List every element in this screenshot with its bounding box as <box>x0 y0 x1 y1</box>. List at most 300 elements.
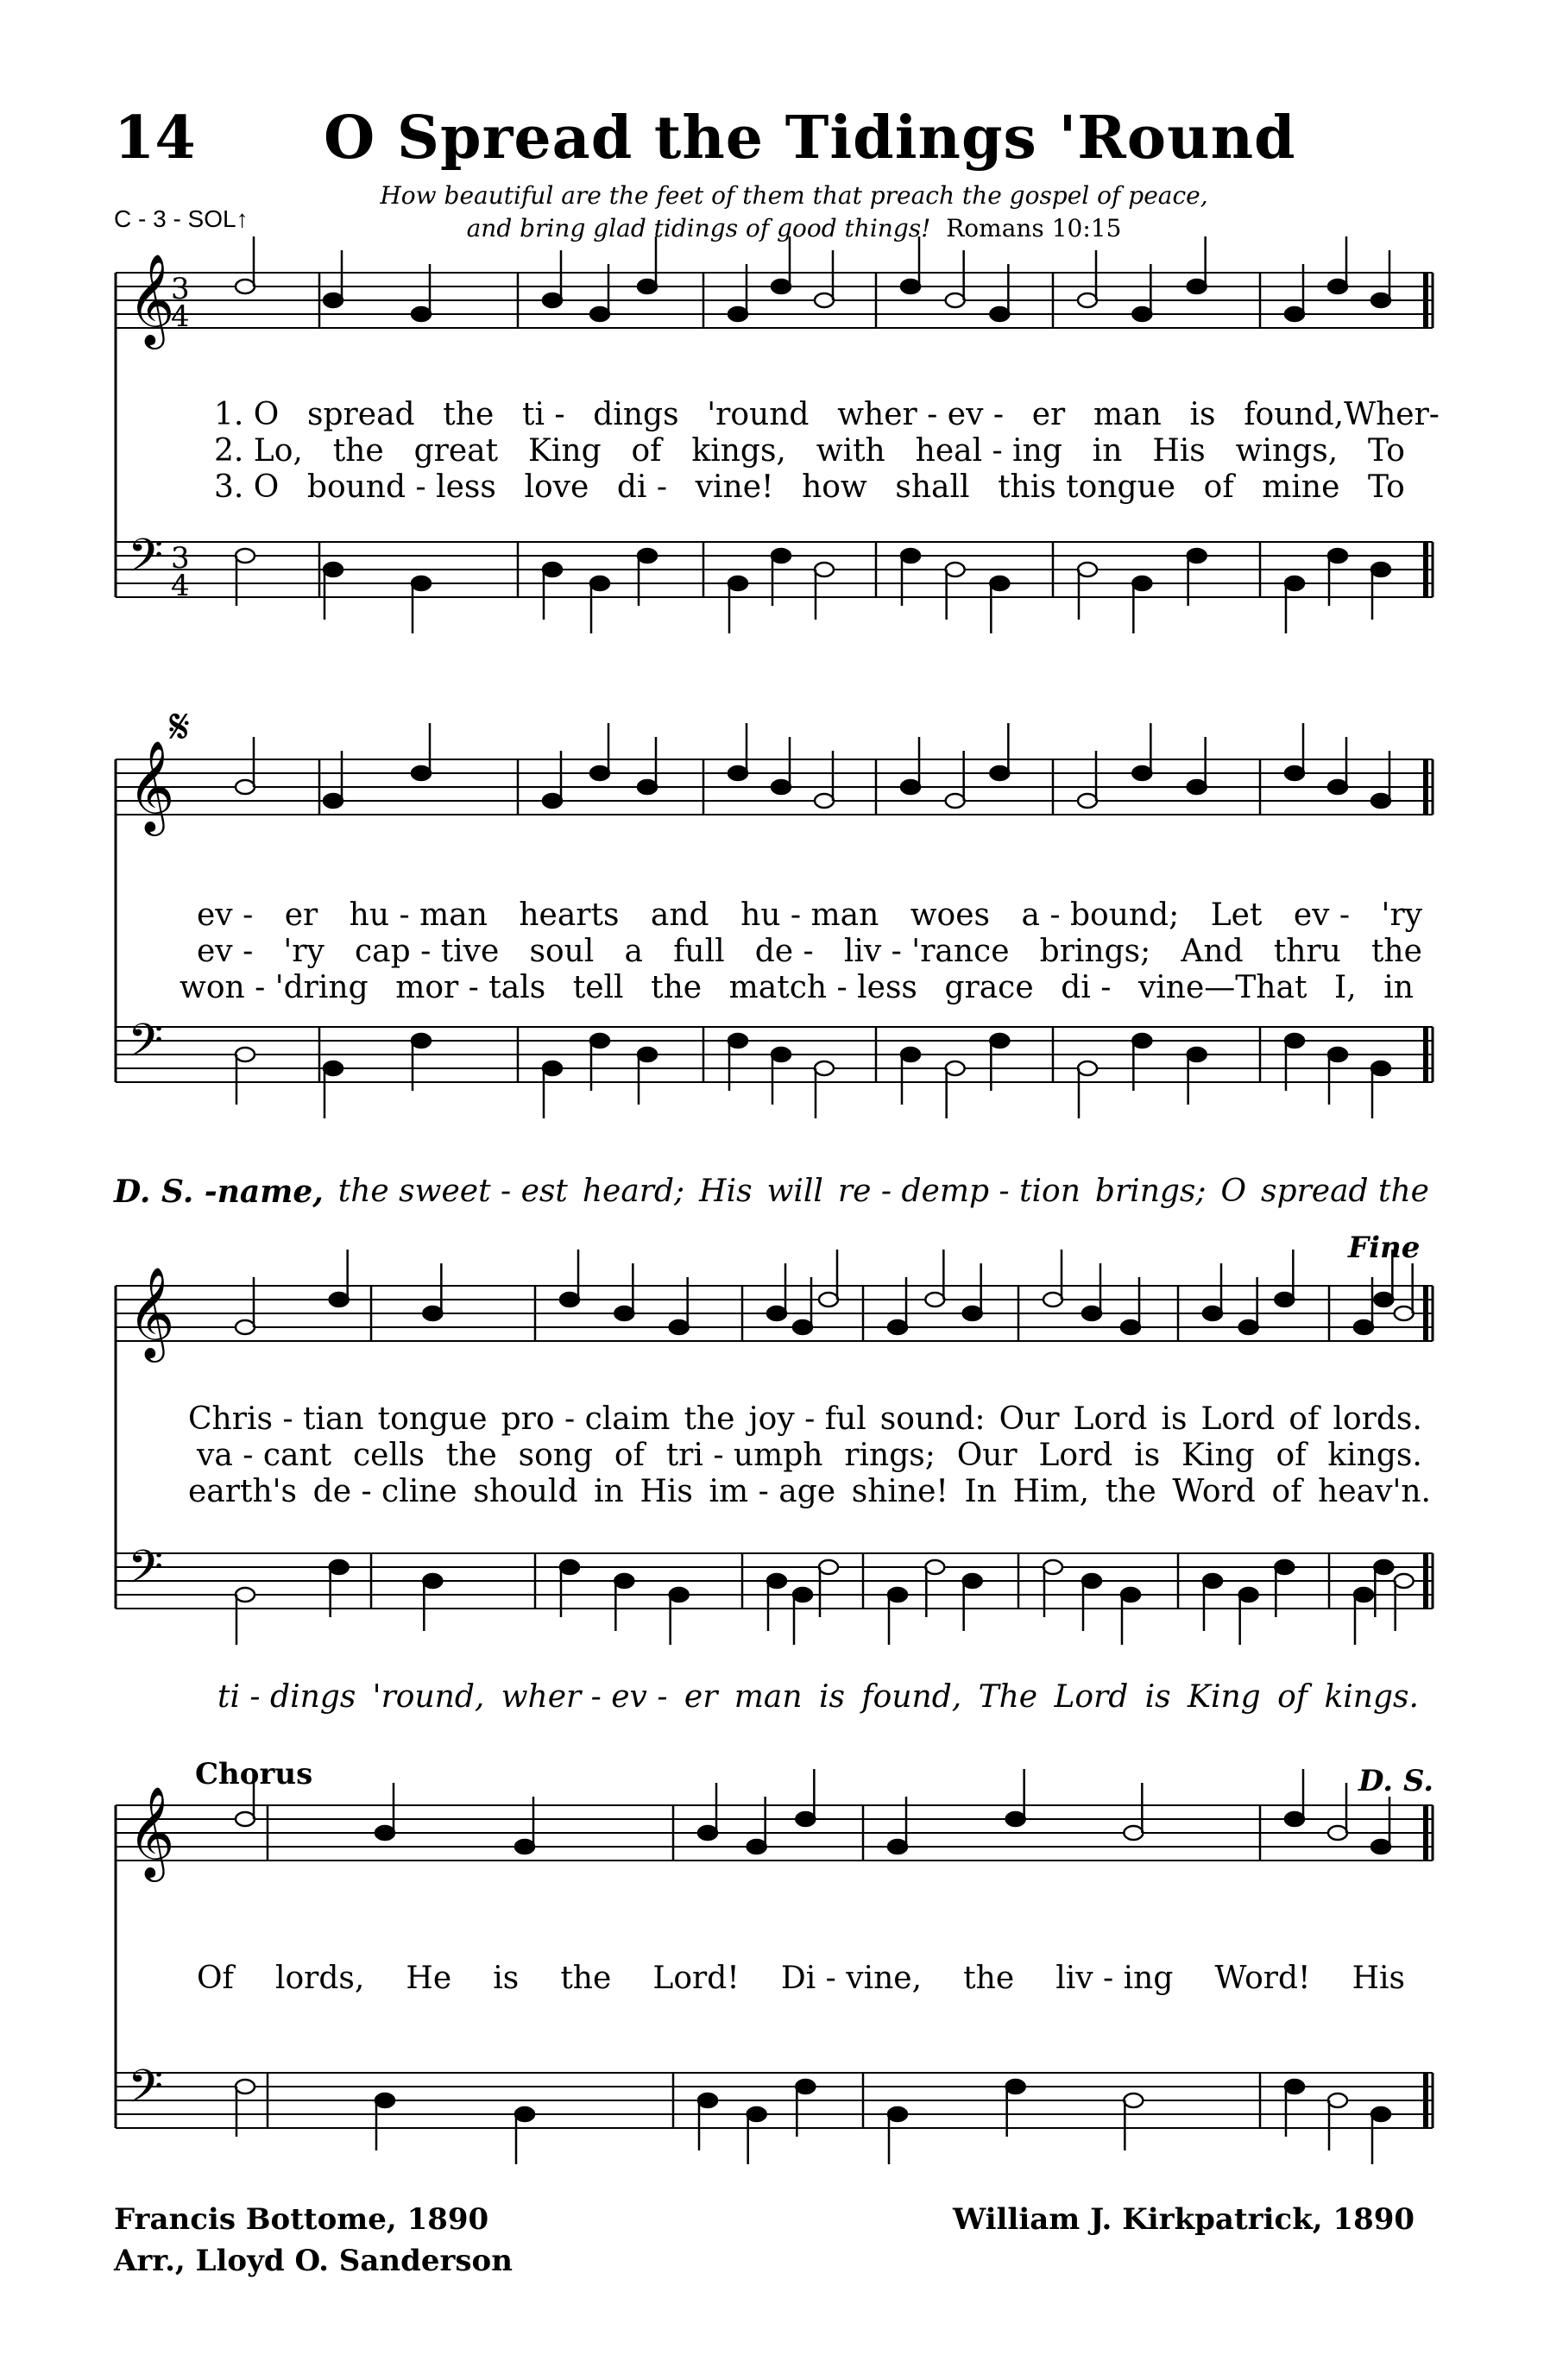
music-note <box>330 1560 349 1574</box>
lyric-word: heav'n. <box>1318 1474 1431 1509</box>
lyric-word: woes <box>910 897 991 933</box>
music-note <box>543 794 562 808</box>
music-note <box>1078 293 1097 307</box>
music-note <box>793 1588 812 1602</box>
ds-word: brings; <box>1094 1174 1207 1209</box>
music-note <box>1132 766 1151 780</box>
ds-word: re - demp - tion <box>837 1174 1081 1209</box>
lyric-word: tri - umph <box>665 1438 823 1473</box>
music-note <box>901 549 920 563</box>
lyric-word: of <box>1289 1401 1320 1437</box>
lyric-word: His <box>1152 433 1206 469</box>
music-note <box>590 307 609 321</box>
ds-word: King <box>1188 1679 1261 1715</box>
lyric-word: Him, <box>1012 1474 1090 1509</box>
music-note <box>901 780 920 794</box>
lyric-word: King <box>1181 1438 1255 1473</box>
music-note <box>815 794 834 808</box>
music-note <box>796 2080 815 2094</box>
lyric-word: of <box>614 1438 645 1473</box>
bass-clef-icon: 𝄢 <box>128 2061 164 2125</box>
lyric-word: spread <box>307 397 415 432</box>
music-note <box>1124 1826 1143 1840</box>
lyric-word: ti - <box>521 397 565 432</box>
lyric-word: er <box>1031 397 1066 432</box>
music-note <box>1043 1560 1062 1574</box>
lyric-word: in <box>1383 970 1414 1005</box>
music-note <box>1132 307 1151 321</box>
music-note <box>423 1306 442 1320</box>
lyric-word: His <box>640 1474 693 1509</box>
lyric-word: the <box>445 1438 497 1473</box>
ds-word: wher - ev - <box>501 1679 668 1715</box>
music-note <box>963 1574 982 1588</box>
music-note <box>1188 280 1207 293</box>
lyric-word: lords. <box>1333 1401 1422 1437</box>
fine-label: Fine <box>1348 1231 1421 1265</box>
lyric-word: 2. Lo, <box>214 433 303 469</box>
system2-verse1 <box>197 897 1422 933</box>
music-note <box>990 576 1009 590</box>
music-note <box>728 307 747 321</box>
lyric-word: Lord! <box>652 1961 740 1996</box>
lyric-word: Let <box>1210 897 1263 933</box>
music-note <box>638 1048 657 1061</box>
music-note <box>412 576 431 590</box>
music-note <box>728 576 747 590</box>
lyric-word: de - <box>754 934 814 969</box>
lyric-word: And <box>1181 934 1244 969</box>
music-note <box>614 1306 633 1320</box>
music-note <box>324 794 343 808</box>
music-note <box>1328 1048 1347 1061</box>
music-note <box>1354 1320 1373 1334</box>
music-note <box>772 780 791 794</box>
music-note <box>1285 576 1304 590</box>
lyric-word: ev - <box>197 897 254 933</box>
music-note <box>747 1840 766 1854</box>
lyric-word: the <box>332 433 384 469</box>
music-note <box>1043 1293 1062 1306</box>
lyric-word: tell <box>572 970 624 1005</box>
bass-clef-icon: 𝄢 <box>128 1541 164 1605</box>
music-note <box>901 1048 920 1061</box>
music-note <box>412 766 431 780</box>
music-note <box>1328 549 1347 563</box>
lyric-word: is <box>1161 1401 1188 1437</box>
epigraph-line-1: How beautiful are the feet of them that preach the gospel of peace, <box>380 181 1208 210</box>
system3-verse3 <box>188 1474 1431 1509</box>
music-note <box>590 1034 609 1048</box>
music-note <box>236 780 255 794</box>
lyric-word: of <box>631 433 662 469</box>
lyric-word: His <box>1352 1961 1405 1996</box>
credit-words: Francis Bottome, 1890 <box>114 2202 489 2237</box>
lyric-word: Lord <box>1038 1438 1113 1473</box>
music-note <box>375 1826 394 1840</box>
music-note <box>236 280 255 293</box>
music-note <box>638 780 657 794</box>
lyric-word: the <box>684 1401 735 1437</box>
music-note <box>412 1034 431 1048</box>
lyric-word: vine—That <box>1137 970 1307 1005</box>
system1-verse3 <box>214 469 1405 505</box>
music-note <box>1328 1826 1347 1840</box>
lyric-word: wings, <box>1235 433 1339 469</box>
time-signature-bottom: 4 <box>171 299 190 334</box>
system1-verse2 <box>214 433 1405 469</box>
ds-word: O <box>1220 1174 1247 1209</box>
music-note <box>1082 1306 1101 1320</box>
ds-word: man <box>734 1679 803 1715</box>
lyric-word: King <box>527 433 602 469</box>
lyric-word: Word! <box>1214 1961 1311 1996</box>
lyric-word: lords, <box>274 1961 365 1996</box>
music-note <box>614 1574 633 1588</box>
ds-word: the sweet - est <box>337 1174 568 1209</box>
ds-word: found, <box>861 1679 962 1715</box>
lyric-word: a <box>624 934 643 969</box>
lyric-word: In <box>964 1474 997 1509</box>
lyric-word: dings <box>593 397 679 432</box>
hymn-number: 14 <box>114 104 196 173</box>
lyric-word: and <box>650 897 709 933</box>
lyric-word: ev - <box>1293 897 1351 933</box>
ds-word: The <box>978 1679 1038 1715</box>
ds-word: kings. <box>1324 1679 1419 1715</box>
music-note <box>990 1034 1009 1048</box>
lyric-word: er <box>284 897 318 933</box>
music-note <box>560 1560 579 1574</box>
lyric-word: kings, <box>691 433 786 469</box>
music-note <box>925 1293 944 1306</box>
lyric-word: liv - ing <box>1055 1961 1174 1996</box>
ds-word: D. S. -name, <box>114 1174 324 1210</box>
lyric-word: hu - man <box>349 897 488 933</box>
music-note <box>324 1061 343 1075</box>
segno-sign: 𝄋 <box>169 699 191 755</box>
treble-clef-icon: 𝄞 <box>128 740 175 832</box>
lyric-word: with <box>816 433 885 469</box>
lyric-word: 'ry <box>1381 897 1422 933</box>
music-note <box>1188 549 1207 563</box>
music-note <box>1328 780 1347 794</box>
lyric-word: found,Wher- <box>1244 397 1440 432</box>
music-note <box>815 293 834 307</box>
music-note <box>888 1840 907 1854</box>
music-note <box>815 563 834 576</box>
system2-ds-lyrics <box>114 1174 1429 1210</box>
lyric-word: kings. <box>1327 1438 1422 1473</box>
music-note <box>888 1320 907 1334</box>
lyric-word: how <box>802 469 867 505</box>
music-note <box>1203 1306 1222 1320</box>
music-note <box>590 576 609 590</box>
music-note <box>375 2094 394 2107</box>
music-note <box>698 1826 717 1840</box>
music-note <box>946 1061 965 1075</box>
music-note <box>1328 280 1347 293</box>
music-note <box>1078 563 1097 576</box>
lyric-word: im - age <box>709 1474 836 1509</box>
ds-word: is <box>1144 1679 1171 1715</box>
music-note <box>901 280 920 293</box>
music-note <box>1132 576 1151 590</box>
music-note <box>670 1320 689 1334</box>
lyric-word: song <box>518 1438 593 1473</box>
lyric-word: wher - ev - <box>837 397 1005 432</box>
ds-word: ti - dings <box>217 1679 356 1715</box>
ds-word: will <box>766 1174 823 1209</box>
ds-word: His <box>699 1174 753 1209</box>
music-note <box>1124 2094 1143 2107</box>
lyric-word: mine <box>1262 469 1340 505</box>
music-note <box>1078 794 1097 808</box>
lyric-word: man <box>1093 397 1162 432</box>
lyric-word: cap - tive <box>354 934 500 969</box>
lyric-word: bound - less <box>306 469 496 505</box>
music-note <box>1371 563 1390 576</box>
lyric-word: rings; <box>844 1438 936 1473</box>
music-note <box>236 1812 255 1826</box>
music-note <box>515 2107 534 2121</box>
music-note <box>543 1061 562 1075</box>
ds-word: er <box>684 1679 718 1715</box>
lyric-word: Lord <box>1200 1401 1276 1437</box>
music-note <box>990 307 1009 321</box>
system1-verse1 <box>214 397 1440 432</box>
lyric-word: of <box>1271 1474 1302 1509</box>
lyric-word: heal - ing <box>915 433 1062 469</box>
music-note <box>946 293 965 307</box>
lyric-word: hu - man <box>740 897 879 933</box>
music-note <box>1239 1588 1258 1602</box>
epigraph-reference: Romans 10:15 <box>946 214 1122 242</box>
music-note <box>1285 307 1304 321</box>
lyric-word: grace <box>944 970 1034 1005</box>
lyric-word: the <box>1105 1474 1156 1509</box>
lyric-word: brings; <box>1039 934 1151 969</box>
lyric-word: is <box>493 1961 520 1996</box>
lyric-word: Our <box>956 1438 1018 1473</box>
lyric-word: To <box>1368 433 1405 469</box>
system3-verse1 <box>188 1401 1422 1437</box>
lyric-word: of <box>1276 1438 1307 1473</box>
lyric-word: love <box>524 469 589 505</box>
lyric-word: earth's <box>188 1474 297 1509</box>
music-note <box>324 563 343 576</box>
music-note <box>796 1812 815 1826</box>
time-signature-top: 3 <box>171 541 190 576</box>
music-note <box>670 1588 689 1602</box>
ds-word: Lord <box>1054 1679 1129 1715</box>
music-note <box>330 1293 349 1306</box>
lyric-word: Lord <box>1073 1401 1148 1437</box>
lyric-word: pro - claim <box>501 1401 671 1437</box>
music-note <box>698 2094 717 2107</box>
music-note <box>1285 1812 1304 1826</box>
lyric-word: joy - ful <box>748 1401 866 1437</box>
music-note <box>1006 2080 1025 2094</box>
lyric-word: the <box>651 970 703 1005</box>
music-note <box>888 1588 907 1602</box>
music-note <box>590 766 609 780</box>
lyric-word: va - cant <box>197 1438 332 1473</box>
lyric-word: won - 'dring <box>180 970 369 1005</box>
lyric-word: 3. O <box>214 469 280 505</box>
ds-word: of <box>1277 1679 1308 1715</box>
music-note <box>236 1588 255 1602</box>
lyric-word: match - less <box>728 970 917 1005</box>
lyric-word: in <box>1092 433 1123 469</box>
lyric-word: this tongue <box>998 469 1176 505</box>
music-note <box>1082 1574 1101 1588</box>
music-note <box>560 1293 579 1306</box>
lyric-word: a - bound; <box>1021 897 1180 933</box>
lyric-word: mor - tals <box>395 970 546 1005</box>
music-note <box>236 1048 255 1061</box>
music-note <box>1188 780 1207 794</box>
music-note <box>793 1320 812 1334</box>
music-note <box>1374 1293 1393 1306</box>
lyric-word: Of <box>197 1961 234 1996</box>
music-note <box>1374 1560 1393 1574</box>
music-note <box>1395 1306 1414 1320</box>
lyric-word: shine! <box>851 1474 948 1509</box>
key-signature-label: C - 3 - SOL↑ <box>114 205 249 232</box>
music-note <box>747 2107 766 2121</box>
music-note <box>412 307 431 321</box>
music-note <box>815 1061 834 1075</box>
music-note <box>1328 2094 1347 2107</box>
music-note <box>1275 1560 1294 1574</box>
music-note <box>423 1574 442 1588</box>
lyric-word: di - <box>1061 970 1112 1005</box>
lyric-word: hearts <box>519 897 620 933</box>
hymn-title: O Spread the Tidings 'Round <box>324 104 1296 173</box>
lyric-word: soul <box>529 934 595 969</box>
lyric-word: tongue <box>377 1401 488 1437</box>
music-note <box>1354 1588 1373 1602</box>
music-note <box>638 549 657 563</box>
music-note <box>324 293 343 307</box>
lyric-word: the <box>1370 934 1422 969</box>
chorus-label: Chorus <box>195 1757 313 1791</box>
time-signature-top: 3 <box>171 272 190 306</box>
lyric-word: Word <box>1172 1474 1256 1509</box>
lyric-word: I, <box>1333 970 1357 1005</box>
lyric-word: cells <box>352 1438 425 1473</box>
credit-arranger: Arr., Lloyd O. Sanderson <box>114 2244 513 2278</box>
system3-ds-lyrics <box>217 1679 1419 1715</box>
lyric-word: sound: <box>879 1401 986 1437</box>
ds-word: spread the <box>1261 1174 1429 1209</box>
music-note <box>638 280 657 293</box>
music-note <box>728 1034 747 1048</box>
system3-verse2 <box>197 1438 1422 1473</box>
lyric-word: full <box>673 934 725 969</box>
lyric-word: should <box>473 1474 578 1509</box>
ds-mark: D. S. <box>1358 1764 1434 1798</box>
lyric-word: the <box>443 397 495 432</box>
bass-clef-icon: 𝄢 <box>128 530 164 594</box>
lyric-word: de - cline <box>312 1474 457 1509</box>
music-note <box>963 1306 982 1320</box>
music-note <box>772 280 791 293</box>
bass-clef-icon: 𝄢 <box>128 1015 164 1079</box>
lyric-word: in <box>594 1474 624 1509</box>
music-note <box>1285 766 1304 780</box>
system2-verse2 <box>197 934 1422 969</box>
time-signature-bottom: 4 <box>171 569 190 603</box>
music-note <box>1121 1320 1140 1334</box>
lyric-word: Our <box>999 1401 1060 1437</box>
music-note <box>925 1560 944 1574</box>
lyric-word: 'ry <box>283 934 324 969</box>
music-note <box>888 2107 907 2121</box>
lyric-word: thru <box>1273 934 1341 969</box>
lyric-word: To <box>1367 469 1405 505</box>
lyric-word: Di - vine, <box>780 1961 923 1996</box>
music-note <box>819 1293 838 1306</box>
music-note <box>1371 1061 1390 1075</box>
music-note <box>1121 1588 1140 1602</box>
lyric-word: Chris - tian <box>188 1401 364 1437</box>
music-note <box>1188 1048 1207 1061</box>
lyric-word: the <box>963 1961 1015 1996</box>
music-note <box>1371 293 1390 307</box>
music-note <box>1371 1840 1390 1854</box>
lyric-word: 'round <box>707 397 810 432</box>
lyric-word: liv - 'rance <box>843 934 1010 969</box>
credit-music: William J. Kirkpatrick, 1890 <box>953 2202 1415 2237</box>
music-note <box>1078 1061 1097 1075</box>
lyric-word: ev - <box>197 934 254 969</box>
music-note <box>1395 1574 1414 1588</box>
lyric-word: di - <box>616 469 668 505</box>
lyric-word: of <box>1203 469 1234 505</box>
music-note <box>819 1560 838 1574</box>
music-note <box>1285 1034 1304 1048</box>
ds-word: heard; <box>582 1174 685 1209</box>
music-note <box>772 549 791 563</box>
lyric-word: vine! <box>695 469 774 505</box>
ds-word: is <box>818 1679 845 1715</box>
epigraph-line-2: and bring glad tidings of good things! <box>466 214 931 242</box>
music-note <box>767 1306 786 1320</box>
music-note <box>236 2080 255 2094</box>
music-note <box>1203 1574 1222 1588</box>
music-note <box>1371 2107 1390 2121</box>
lyric-word: shall <box>895 469 970 505</box>
lyric-word: great <box>413 433 499 469</box>
music-note <box>1275 1293 1294 1306</box>
treble-clef-icon: 𝄞 <box>128 1266 175 1358</box>
system4-verse1 <box>197 1961 1405 1996</box>
music-note <box>1132 1034 1151 1048</box>
treble-clef-icon: 𝄞 <box>128 253 175 345</box>
music-note <box>1239 1320 1258 1334</box>
music-note <box>1285 2080 1304 2094</box>
treble-clef-icon: 𝄞 <box>128 1785 175 1878</box>
music-note <box>543 293 562 307</box>
music-note <box>728 766 747 780</box>
music-note <box>236 549 255 563</box>
music-note <box>946 794 965 808</box>
music-note <box>1371 794 1390 808</box>
music-note <box>990 766 1009 780</box>
lyric-word: 1. O <box>214 397 280 432</box>
